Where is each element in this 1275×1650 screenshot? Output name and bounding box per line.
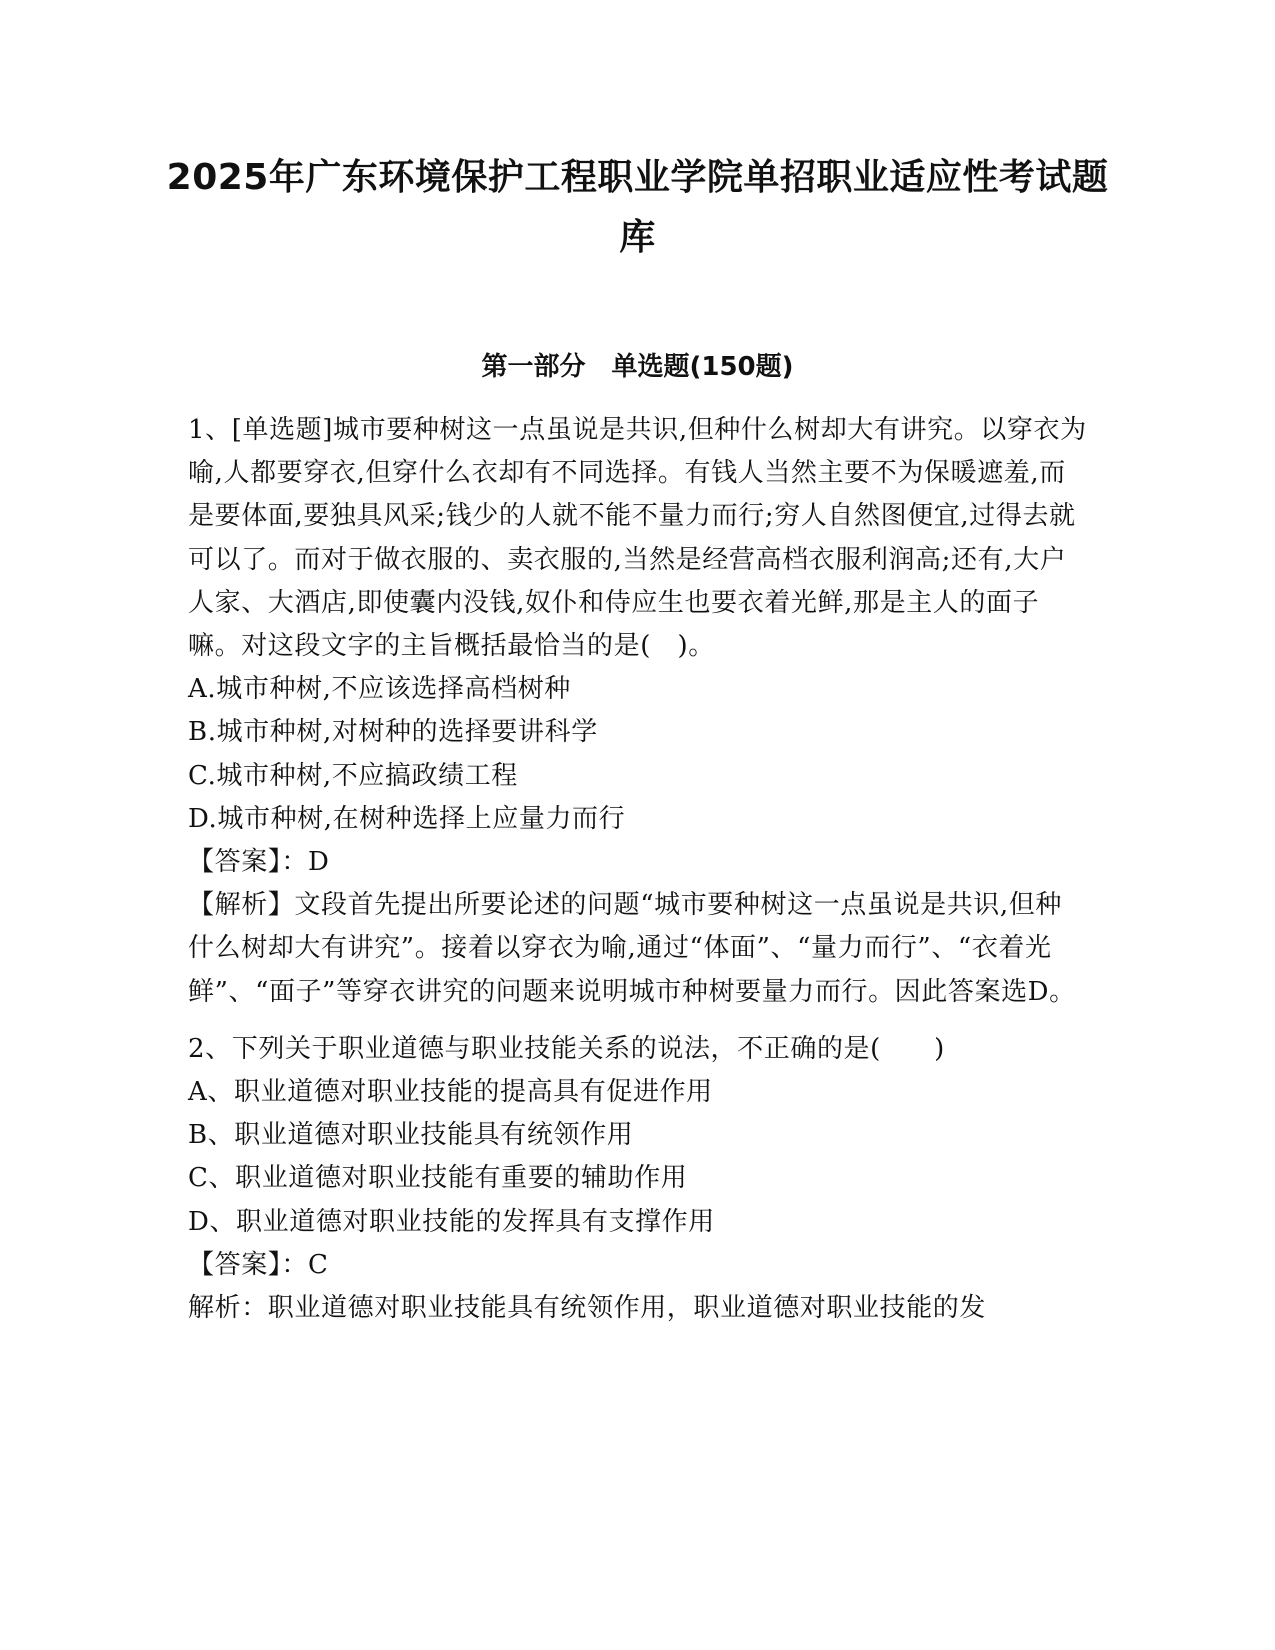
answer-line: 【答案】：C <box>188 1249 329 1280</box>
section-heading: 第一部分 单选题(150题) <box>481 352 794 382</box>
answer-line: 【答案】：D <box>188 847 330 878</box>
question-1 <box>188 409 1088 1014</box>
option-a: A.城市种树,不应该选择高档树种 <box>188 674 571 705</box>
analysis-text: 解析：职业道德对职业技能具有统领作用，职业道德对职业技能的发 <box>188 1293 987 1324</box>
question-2 <box>188 1028 1088 1330</box>
question-stem: 1、[单选题]城市要种树这一点虽说是共识,但种什么树却大有讲究。以穿衣为喻,人都要穿衣,但穿什么衣却有不同选择。有钱人当然主要不为保暖遮羞,而是要体面,要独具风采;钱少的人就不能不量力而行;穷人自然图便宜,过得去就可以了。而对于做衣服的、卖衣服的,当然是经营高档衣服利润高;还有,大户人家、大酒店,即使囊内没钱,奴仆和侍应生也要衣着光鲜,那是主人的面子嘛。对这段文字的主旨概括最恰当的是( )。 <box>188 415 1087 662</box>
document-title: 2025年广东环境保护工程职业学院单招职业适应性考试题库 <box>166 157 1109 258</box>
option-d: D.城市种树,在树种选择上应量力而行 <box>188 803 626 834</box>
analysis-text: 【解析】文段首先提出所要论述的问题“城市要种树这一点虽说是共识,但种什么树却大有讲究”。接着以穿衣为喻,通过“体面”、“量力而行”、“衣着光鲜”、“面子”等穿衣讲究的问题来说明城市种树要量力而行。因此答案选D。 <box>188 890 1076 1007</box>
question-stem: 2、下列关于职业道德与职业技能关系的说法，不正确的是( ) <box>188 1033 945 1064</box>
question-list <box>188 409 1088 1330</box>
option-c: C、职业道德对职业技能有重要的辅助作用 <box>188 1163 688 1194</box>
option-c: C.城市种树,不应搞政绩工程 <box>188 760 518 791</box>
option-a: A、职业道德对职业技能的提高具有促进作用 <box>188 1077 713 1108</box>
option-d: D、职业道德对职业技能的发挥具有支撑作用 <box>188 1206 715 1237</box>
option-b: B.城市种树,对树种的选择要讲科学 <box>188 717 598 748</box>
option-b: B、职业道德对职业技能具有统领作用 <box>188 1120 634 1151</box>
question-spacer <box>188 1014 1088 1028</box>
